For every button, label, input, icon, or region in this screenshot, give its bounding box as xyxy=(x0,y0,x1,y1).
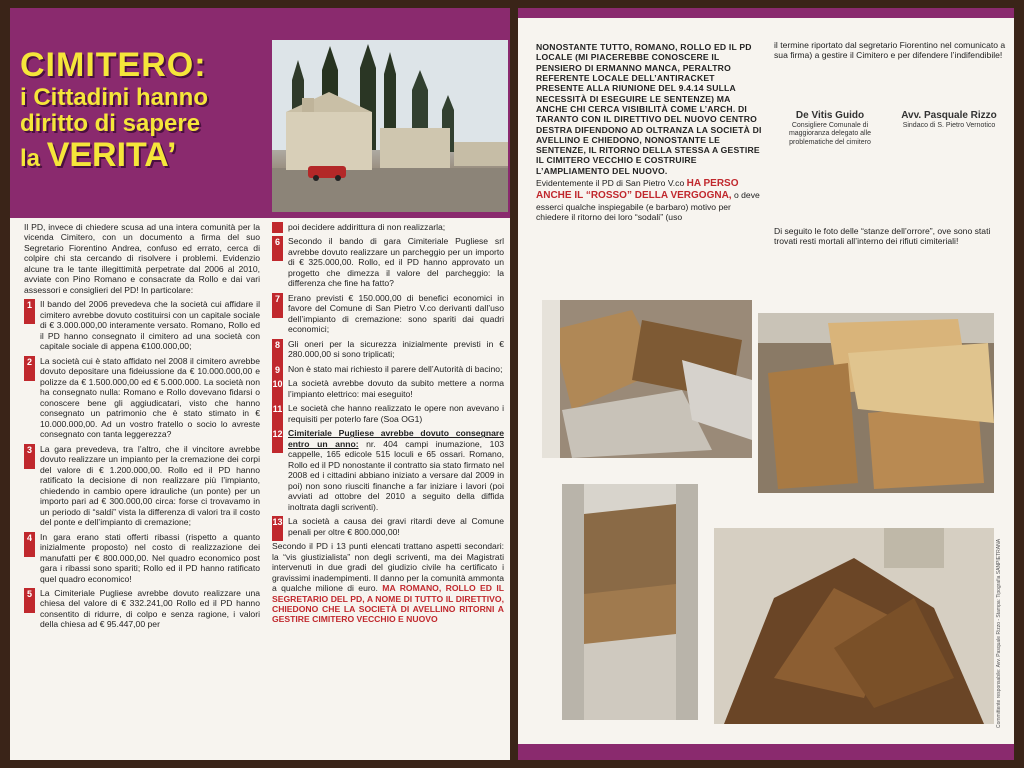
item-number: 9 xyxy=(272,364,283,389)
list-item xyxy=(24,299,260,351)
left-flyer-page xyxy=(10,8,510,760)
evident-pre: Evidentemente il PD di San Pietro V.co xyxy=(536,178,685,189)
signer-name: De Vitis Guido xyxy=(795,110,865,121)
header-band xyxy=(10,8,510,218)
list-item xyxy=(272,403,504,424)
right-column-2 xyxy=(774,40,1006,247)
item-number: 13 xyxy=(272,516,283,541)
list-item xyxy=(24,532,260,584)
right-column-1 xyxy=(536,42,764,223)
item-text: La società avrebbe dovuto da subito mettere a norma l’impianto elettrico: mai eseguito! xyxy=(288,378,504,399)
item-text: Il bando del 2006 prevedeva che la società cui affidare il cimitero avrebbe dovuto costituirsi con un capitale sociale di € 3.000.000,00 interamente versato. Romano, Rollo ed il PD hanno consegnato il cimitero ad una società con capitale sociale di appena €100.000,00; xyxy=(40,299,260,352)
title-line-4-pre: la xyxy=(20,145,41,172)
item-bold-lead: Cimiteriale Pugliese avrebbe dovuto consegnare entro un anno: xyxy=(288,428,504,449)
list-item-continuation xyxy=(272,222,504,232)
item-number: 1 xyxy=(24,299,35,324)
list-item xyxy=(272,428,504,512)
item-number: 11 xyxy=(272,403,283,428)
continuation-paragraph: il termine riportato dal segretario Fiorentino nel comunicato a sua firma) a gestire il Cimitero e per difendere l’indifendibile! xyxy=(774,40,1006,61)
list-item xyxy=(272,293,504,335)
photo-coffins-1 xyxy=(542,300,752,458)
left-column-1 xyxy=(24,222,260,634)
item-text: In gara erano stati offerti ribassi (rispetto a quanto inizialmente proposto) nel costo di realizzazione dei manufatti per € 800.000,00. Nel quadro economico post gara i ribassi sono spariti; Rollo ed il PD hanno ratificato quel quadro economico! xyxy=(40,531,260,584)
flyer-title xyxy=(20,48,270,172)
closing-red-text: MA ROMANO, ROLLO ED IL SEGRETARIO DEL PD, A NOME DI TUTTO IL DIRETTIVO, CHIEDONO CHE LA SOCIETÀ DI AVELLINO RITORNI A GESTIRE CIMITERO VECCHIO E NUOVO xyxy=(272,583,505,625)
title-line-4-bold: VERITA’ xyxy=(46,136,177,174)
item-number: 3 xyxy=(24,444,35,469)
list-item xyxy=(272,516,504,537)
item-text: Le società che hanno realizzato le opere non avevano i requisiti per poterlo fare (Soa OG1) xyxy=(288,403,504,424)
list-item xyxy=(24,444,260,528)
list-item xyxy=(24,588,260,630)
item-text: Gli oneri per la sicurezza inizialmente previsti in € 280.000,00 si sono triplicati; xyxy=(288,338,504,360)
evident-paragraph xyxy=(536,178,764,223)
closing-text: Secondo il PD i 13 punti elencati trattano aspetti secondari: la “vis giustizialista” non degli scriventi, ma dei Magistrati intervenuti in due gradi del giudizio civile ha certificato i gravissimi inadempimenti. Il danno per la comunità ammonta a qualche milione di euro. xyxy=(272,541,504,594)
item-text: Secondo il bando di gara Cimiteriale Pugliese srl avrebbe dovuto realizzare un parcheggio per un importo di € 325.000,00. Rollo, ed il PD hanno approvato un progetto che dimezza il valore del parcheggio: la differenza che fine ha fatto? xyxy=(288,236,504,289)
print-credit: Committente responsabile: Avv. Pasquale Rizzo - Stampa: Tipografia SANPIETRANA xyxy=(996,538,1002,728)
title-line-1: CIMITERO: xyxy=(20,46,207,84)
evident-post: o deve esserci qualche inspiegabile (e barbaro) motivo per chiedere il ritorno dei loro “sodali” (uso xyxy=(536,190,760,223)
title-line-3: diritto di sapere xyxy=(20,110,201,137)
photo-wood-pile xyxy=(714,528,994,724)
cemetery-photo xyxy=(272,40,508,212)
photos-caption: Di seguito le foto delle “stanze dell’orrore”, ove sono stati trovati resti mortali all’interno dei rifiuti cimiteriali! xyxy=(774,226,991,247)
item-number: 2 xyxy=(24,356,35,381)
signer-role: Sindaco di S. Pietro Vernotico xyxy=(902,122,996,129)
item-text: La gara prevedeva, tra l’altro, che il vincitore avrebbe dovuto realizzare un impianto per la cremazione dei corpi del valore di € 1.200.000,00. Rollo ed il PD hanno ratificato la decisione di non realizzare più l’impianto, chiedendo in cambio opere idrauliche (un ponte) per un importo pari ad € 300.000,00 circa: forse ci trovavamo in un periodo di “saldi” vista la differenza di valori tra il costo del ponte e dell’impianto di cremazione; xyxy=(40,443,260,528)
photo-doorway-debris xyxy=(562,484,698,720)
item-text: nr. 404 campi inumazione, 103 cappelle, 165 edicole 515 loculi e 65 ossari. Romano, Rollo ed il PD nonostante il contratto sia stato firmato nel 2008 ed i cittadini abbiano iniziato a versare dal 2009 in poi) non sono riusciti finanche a far iniziare i lavori (poi avviati ad ottobre del 2010 a seguito della diffida inoltrata dagli scriventi). xyxy=(288,438,504,512)
item-number: 6 xyxy=(272,236,283,261)
signature-de-vitis xyxy=(774,110,886,147)
evident-red: HA PERSO ANCHE IL “ROSSO” DELLA VERGOGNA, xyxy=(536,178,739,202)
top-band xyxy=(518,8,1014,18)
intro-paragraph: Il PD, invece di chiedere scusa ad una intera comunità per la vicenda Cimitero, con un documento a firma del suo Segretario Fiorentino Andrea, confuso ed errato, cerca di colpire chi sta cercando di risolvere i problemi. Evidenzio alcune tra le tante illegittimità perpetrate dal 2006 al 2010, avviate con Pino Romano e consacrate da Rollo e dai vari assessori e consiglieri del PD! In particolare: xyxy=(24,222,260,295)
item-text: La società cui è stato affidato nel 2008 il cimitero avrebbe dovuto depositare una fideiussione da € 10.000.000,00 e polizze da € 1.500.000,00 ed € 5.000.000. La società non ha consegnato nulla: Romano e Rollo dovevano fidarsi o conoscere bene gli aggiudicatari, visto che hanno consegnato un patrimonio che è stato stimato in € 10.000.000,00. Ad un vostro fratello o socio lo avreste consegnato con tanta leggerezza? xyxy=(40,355,260,440)
closing-paragraph xyxy=(272,541,504,625)
item-text: Erano previsti € 150.000,00 di benefici economici in favore del Comune di San Pietro V.co derivanti dall’uso dell’impianto di cremazione: sono spariti dai quadri economici; xyxy=(288,292,504,335)
signer-role: Consigliere Comunale di maggioranza delegato alle problematiche del cimitero xyxy=(788,122,872,146)
item-number: 8 xyxy=(272,339,283,364)
item-number: 10 xyxy=(272,378,283,403)
item-text: poi decidere addirittura di non realizzarla; xyxy=(288,222,446,232)
left-body-text xyxy=(24,222,504,756)
item-text: La Cimiteriale Pugliese avrebbe dovuto realizzare una chiesa del valore di € 332.241,00 Rollo ed il PD hanno consentito di ridurre, di colpo e senza ragione, i valori della chiesa ad € 95.447,00 per xyxy=(40,587,260,630)
item-text: Non è stato mai richiesto il parere dell’Autorità di bacino; xyxy=(288,363,503,374)
signature-rizzo xyxy=(892,110,1006,130)
list-item xyxy=(24,356,260,440)
list-item xyxy=(272,236,504,288)
caps-paragraph: NONOSTANTE TUTTO, ROMANO, ROLLO ED IL PD LOCALE (MI PIACEREBBE CONOSCERE IL PENSIERO DI ERMANNO MANCA, PERALTRO REFERENTE LOCALE DELL’ANTIRACKET PRESENTE ALLA RIUNIONE DEL 9.4.14 SULLA NECESSITÀ DI ESEGUIRE LE SENTENZE) MA ANCHE CHI CERCA VISIBILITÀ COME L’ARCH. DI TARANTO CON IL DIRETTIVO DEL NUOVO CENTRO DESTRA DIFENDONO AD OLTRANZA LA SOCIETÀ DI AVELLINO E CHIEDONO, NONOSTANTE LE SENTENZE, IL RITORNO DELLA STESSA A GESTIRE IL CIMITERO VECCHIO E COSTRUIRE L’AMPLIAMENTO DEL NUOVO. xyxy=(536,42,762,176)
item-number: 4 xyxy=(24,532,35,557)
item-number: 12 xyxy=(272,428,283,453)
title-line-2: i Cittadini hanno xyxy=(20,84,208,111)
item-number: 7 xyxy=(272,293,283,318)
left-column-2 xyxy=(272,222,504,625)
photo-coffins-2 xyxy=(758,313,994,493)
list-item xyxy=(272,378,504,399)
bottom-band xyxy=(518,744,1014,760)
item-marker xyxy=(272,222,283,233)
list-item xyxy=(272,364,504,374)
title-line-4 xyxy=(20,138,270,172)
signer-name: Avv. Pasquale Rizzo xyxy=(901,110,997,121)
item-text: La società a causa dei gravi ritardi deve al Comune penali per oltre € 800.000,00! xyxy=(288,516,504,537)
right-flyer-page xyxy=(518,8,1014,760)
item-number: 5 xyxy=(24,588,35,613)
list-item xyxy=(272,339,504,360)
